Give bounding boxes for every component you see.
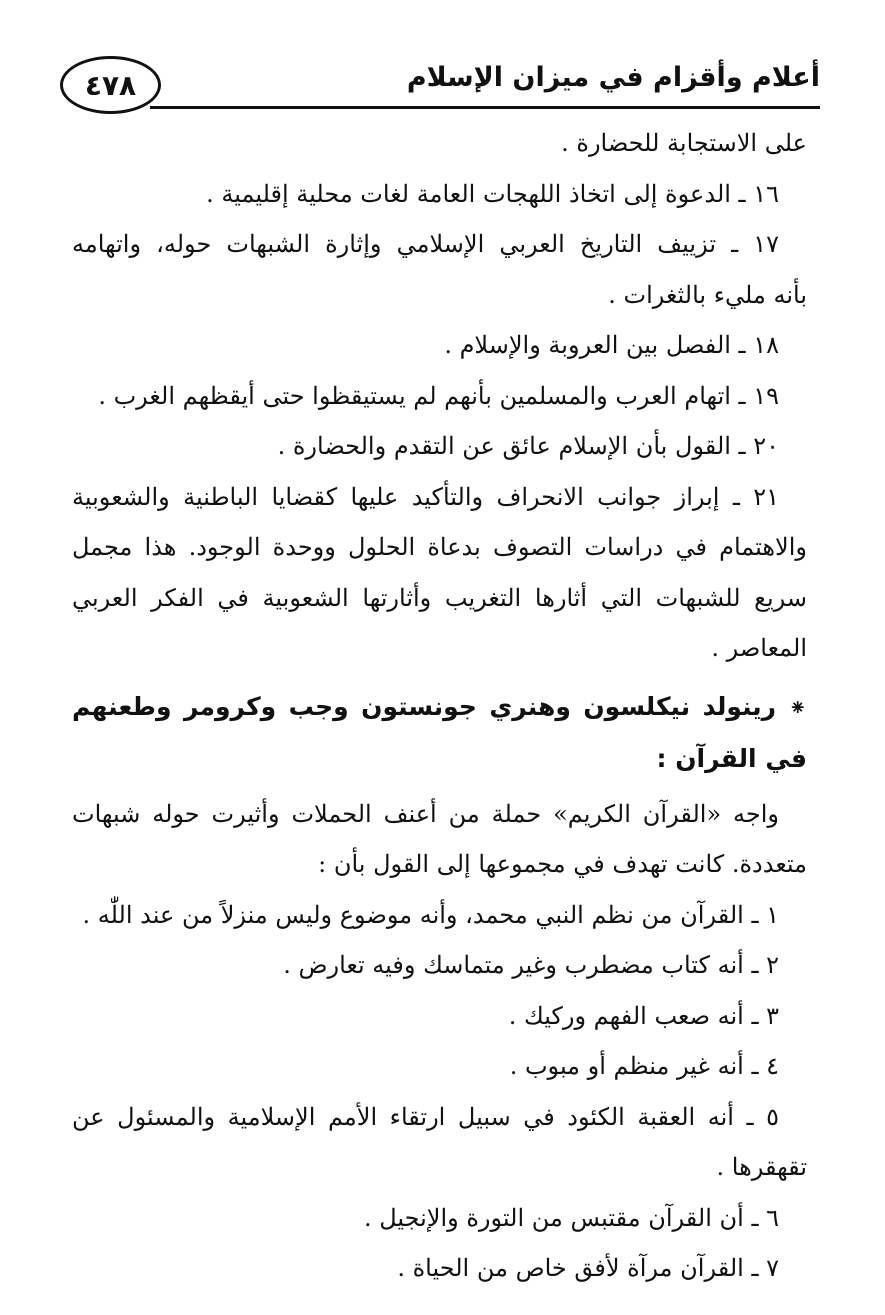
section-heading (72, 682, 807, 785)
list-item-5: ٥ ـ أنه العقبة الكئود في سبيل ارتقاء الأمم الإسلامية والمسئول عن (72, 1102, 779, 1131)
list-item-16: ١٦ ـ الدعوة إلى اتخاذ اللهجات العامة لغات محلية إقليمية . (206, 179, 779, 208)
text-line: سريع للشبهات التي أثارها التغريب وأثارتها الشعوبية في الفكر العربي (72, 583, 807, 612)
list-item-20: ٢٠ ـ القول بأن الإسلام عائق عن التقدم والحضارة . (277, 432, 779, 460)
text-line: متعددة. كانت تهدف في مجموعها إلى القول بأن : (318, 850, 807, 878)
list-item-7: ٧ ـ القرآن مرآة لأفق خاص من الحياة . (397, 1254, 779, 1282)
text-line: والاهتمام في دراسات التصوف بدعاة الحلول ووحدة الوجود. هذا مجمل (72, 533, 807, 561)
list-item-1: ١ ـ القرآن من نظم النبي محمد، وأنه موضوع وليس منزلاً من عند اللّٰه . (82, 900, 779, 929)
running-title: أعلام وأقزام في ميزان الإسلام (406, 62, 820, 93)
text-line: على الاستجابة للحضارة . (561, 129, 807, 157)
list-item-18: ١٨ ـ الفصل بين العروبة والإسلام . (444, 331, 779, 359)
section-heading-text: رينولد نيكلسون وهنري جونستون وجب وكرومر وطعنهم في القرآن : (72, 691, 807, 773)
list-item-4: ٤ ـ أنه غير منظم أو مبوب . (509, 1052, 779, 1080)
list-item-6: ٦ ـ أن القرآن مقتبس من التورة والإنجيل . (363, 1203, 779, 1232)
list-item-2: ٢ ـ أنه كتاب مضطرب وغير متماسك وفيه تعارض . (283, 951, 779, 979)
list-item-19: ١٩ ـ اتهام العرب والمسلمين بأنهم لم يستيقظوا حتى أيقظهم الغرب . (98, 381, 779, 410)
list-item-21: ٢١ ـ إبراز جوانب الانحراف والتأكيد عليها كقضايا الباطنية والشعوبية (72, 482, 779, 511)
text-line: بأنه مليء بالثغرات . (608, 280, 807, 309)
list-item-3: ٣ ـ أنه صعب الفهم وركيك . (508, 1001, 779, 1030)
page-number: ٤٧٨ (60, 56, 161, 114)
page-header (60, 56, 820, 110)
page-body (72, 118, 807, 1294)
star-icon: ⁕ (788, 695, 807, 721)
text-line: واجه «القرآن الكريم» حملة من أعنف الحملات وأثيرت حوله شبهات (72, 799, 779, 828)
text-line: تقهقرها . (716, 1153, 807, 1181)
list-item-17: ١٧ ـ تزييف التاريخ العربي الإسلامي وإثارة الشبهات حوله، واتهامه (72, 230, 779, 258)
text-line: المعاصر . (711, 634, 807, 662)
header-rule (150, 106, 820, 109)
